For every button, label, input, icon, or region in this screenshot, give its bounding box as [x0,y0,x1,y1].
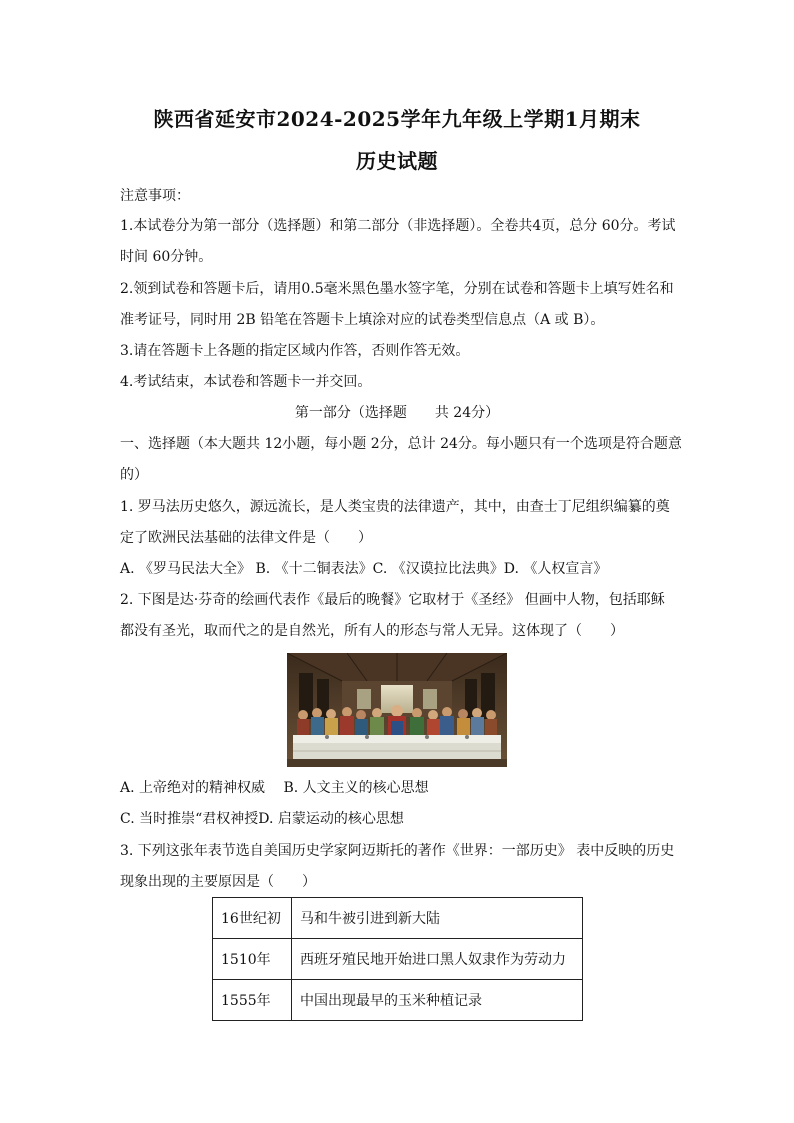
part1-heading: 第一部分（选择题 共 24分） [294,405,500,421]
q1-stem: 1. 罗马法历史悠久，源远流长，是人类宝贵的法律遗产，其中，由查士丁尼组织编纂的奠 [120,499,670,515]
table-row [213,980,583,1021]
q1-options: A. 《罗马民法大全》 B. 《十二铜表法》C. 《汉谟拉比法典》D. 《人权宣言》 [120,561,608,577]
notes-heading: 注意事项： [120,188,190,204]
q2-stem: 2. 下图是达·芬奇的绘画代表作《最后的晚餐》它取材于《圣经》 但画中人物，包括耶稣 [120,592,665,608]
exam-subtitle: 历史试题 [356,149,438,173]
note-line: 准考证号，同时用 2B 铅笔在答题卡上填涂对应的试卷类型信息点（A 或 B）。 [120,312,605,328]
table-cell-event: 马和牛被引进到新大陆 [292,898,583,939]
table-cell-time: 1510年 [213,939,292,980]
table-row [213,939,583,980]
table-cell-event: 中国出现最早的玉米种植记录 [292,980,583,1021]
last-supper-painting [287,653,507,767]
table-cell-event: 西班牙殖民地开始进口黑人奴隶作为劳动力 [292,939,583,980]
note-line: 时间 60分钟。 [120,249,213,265]
q2-option-line: C. 当时推崇“君权神授D. 启蒙运动的核心思想 [120,811,404,827]
note-line: 3.请在答题卡上各题的指定区域内作答，否则作答无效。 [120,343,470,359]
q3-stem: 现象出现的主要原因是（ ） [120,874,316,890]
section-instructions: 一、选择题（本大题共 12小题，每小题 2分，总计 24分。每小题只有一个选项是符合题意 [120,436,682,452]
table-cell-time: 1555年 [213,980,292,1021]
exam-title: 陕西省延安市2024-2025学年九年级上学期1月期末 [153,107,641,131]
q2-option-line: A. 上帝绝对的精神权威 B. 人文主义的核心思想 [120,780,429,796]
q2-stem: 都没有圣光，取而代之的是自然光，所有人的形态与常人无异。这体现了（ ） [120,623,624,639]
section-instructions: 的） [120,467,148,483]
table-row [213,898,583,939]
q1-stem: 定了欧洲民法基础的法律文件是（ ） [120,530,372,546]
note-line: 2.领到试卷和答题卡后，请用0.5毫米黑色墨水签字笔，分别在试卷和答题卡上填写姓名和 [120,281,674,297]
note-line: 4.考试结束，本试卷和答题卡一并交回。 [120,374,372,390]
q3-stem: 3. 下列这张年表节选自美国历史学家阿迈斯托的著作《世界：一部历史》 表中反映的历史 [120,843,675,859]
timeline-table [212,897,583,1021]
note-line: 1.本试卷分为第一部分（选择题）和第二部分（非选择题）。全卷共4页，总分 60分。考试 [120,218,676,234]
painting-image [287,653,507,767]
table-cell-time: 16世纪初 [213,898,292,939]
